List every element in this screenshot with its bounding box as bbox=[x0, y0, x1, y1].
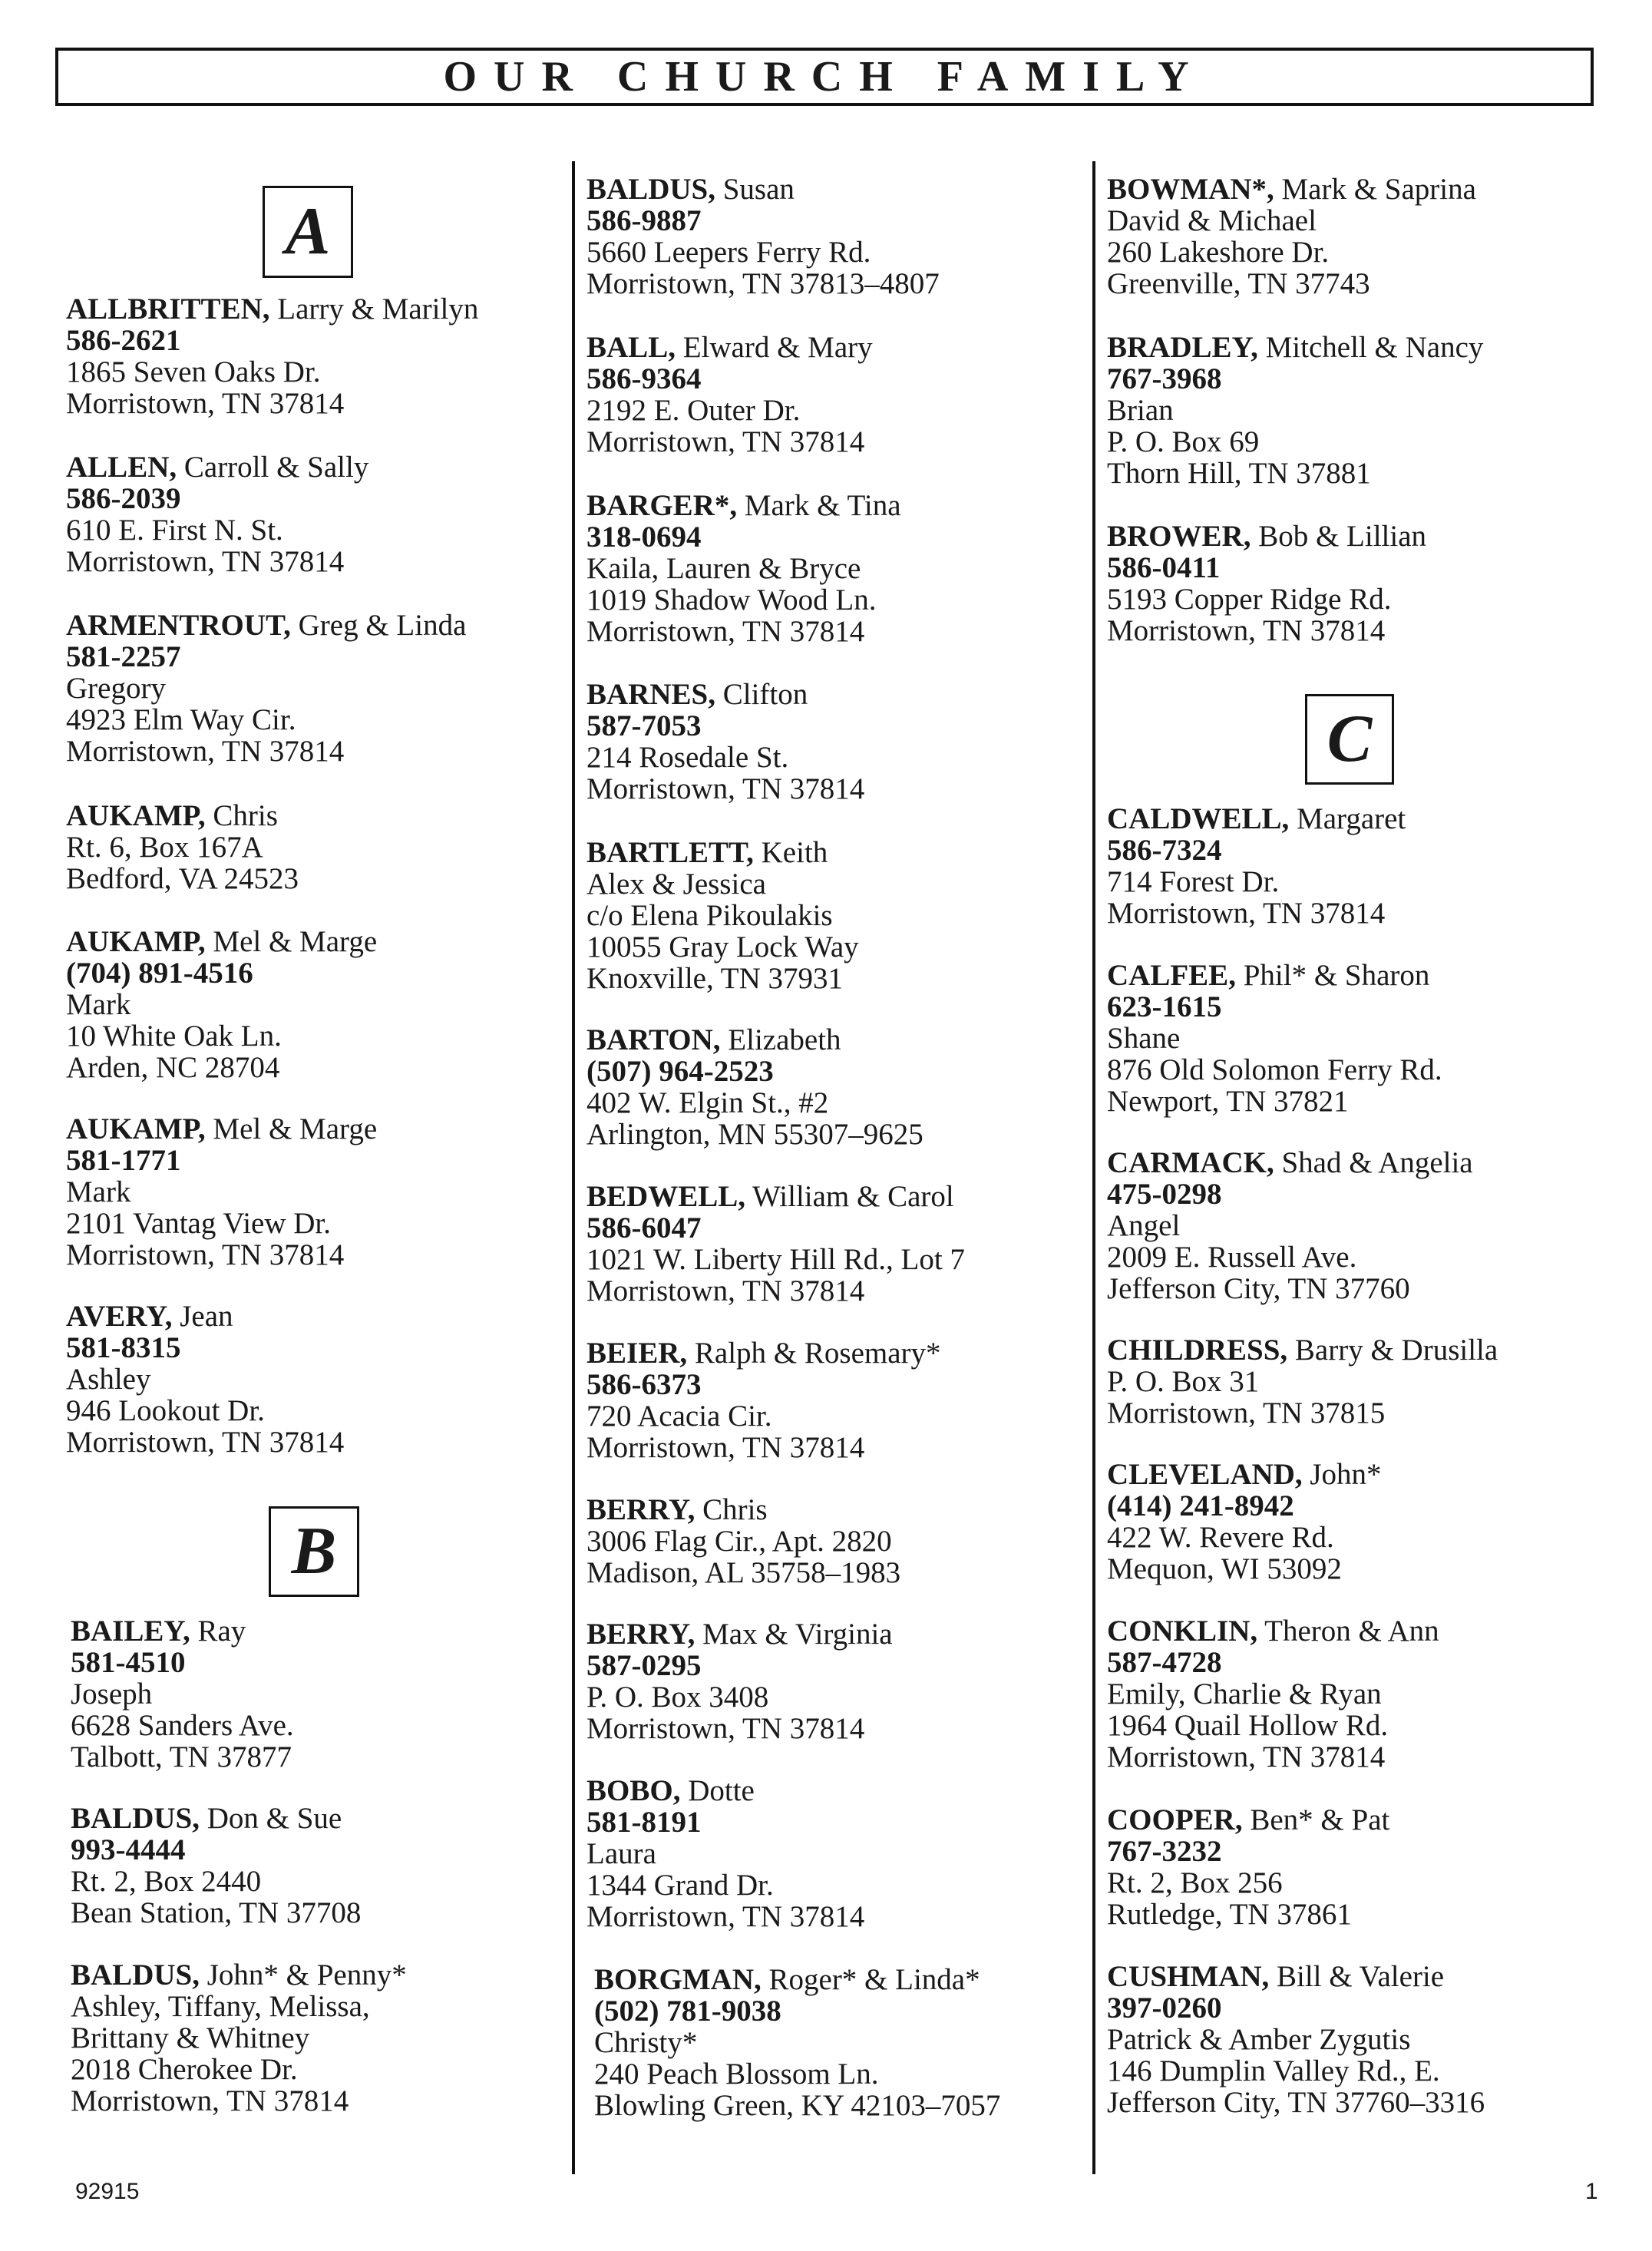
entry-name bbox=[1107, 332, 1483, 363]
entry-detail-line: 2018 Cherokee Dr. bbox=[71, 2053, 298, 2086]
entry-given-names: Mel & Marge bbox=[213, 1112, 378, 1145]
entry-phone: 993-4444 bbox=[71, 1833, 186, 1866]
entry-surname: BALDUS, bbox=[71, 1958, 200, 1992]
entry-name bbox=[586, 174, 940, 205]
column-divider bbox=[1092, 161, 1095, 2174]
entry-detail-line: Rt. 2, Box 2440 bbox=[71, 1865, 262, 1898]
entry-detail-line: P. O. Box 69 bbox=[1107, 425, 1260, 458]
section-letter-a: A bbox=[263, 186, 353, 278]
entry-name bbox=[1107, 1615, 1439, 1647]
entry-surname: ALLBRITTEN, bbox=[66, 293, 270, 326]
page-title-banner bbox=[55, 48, 1594, 106]
entry-surname: BERRY, bbox=[586, 1618, 695, 1651]
entry-detail-line: 4923 Elm Way Cir. bbox=[66, 703, 296, 736]
entry-detail-line: Bean Station, TN 37708 bbox=[71, 1896, 362, 1929]
entry-name bbox=[66, 1301, 344, 1332]
entry-surname: AVERY, bbox=[66, 1300, 173, 1333]
page-title: OUR CHURCH FAMILY bbox=[443, 53, 1206, 101]
entry-given-names: William & Carol bbox=[752, 1180, 954, 1213]
directory-entry bbox=[66, 610, 466, 767]
directory-entry bbox=[1107, 1334, 1498, 1429]
entry-given-names: Mark & Saprina bbox=[1281, 173, 1476, 206]
entry-detail-line: Joseph bbox=[71, 1678, 153, 1711]
entry-detail-line: Newport, TN 37821 bbox=[1107, 1085, 1349, 1118]
entry-surname: COOPER, bbox=[1107, 1803, 1243, 1836]
entry-detail-line: Morristown, TN 37814 bbox=[586, 1900, 865, 1933]
entry-surname: BALDUS, bbox=[71, 1802, 200, 1835]
entry-detail-line: Morristown, TN 37814 bbox=[66, 1426, 345, 1459]
entry-name bbox=[586, 1181, 965, 1212]
entry-name bbox=[586, 332, 873, 363]
entry-phone: 587-0295 bbox=[586, 1649, 702, 1682]
entry-phone: 475-0298 bbox=[1107, 1178, 1222, 1211]
entry-detail-line: Jefferson City, TN 37760 bbox=[1107, 1272, 1410, 1305]
entry-name bbox=[1107, 1334, 1498, 1366]
entry-detail-line: c/o Elena Pikoulakis bbox=[586, 899, 833, 932]
entry-surname: BROWER, bbox=[1107, 520, 1251, 553]
entry-detail-line: Rt. 2, Box 256 bbox=[1107, 1866, 1283, 1899]
entry-detail-line: 214 Rosedale St. bbox=[586, 741, 789, 774]
entry-name bbox=[66, 293, 478, 325]
entry-given-names: Greg & Linda bbox=[298, 609, 467, 642]
entry-detail-line: Knoxville, TN 37931 bbox=[586, 962, 844, 995]
entry-surname: BEDWELL, bbox=[586, 1180, 745, 1213]
entry-detail-line: 402 W. Elgin St., #2 bbox=[586, 1086, 829, 1119]
entry-detail-line: P. O. Box 3408 bbox=[586, 1681, 769, 1714]
entry-given-names: Mitchell & Nancy bbox=[1265, 331, 1484, 364]
entry-detail-line: 610 E. First N. St. bbox=[66, 514, 283, 547]
entry-phone: 586-2621 bbox=[66, 324, 181, 357]
entry-given-names: Max & Virginia bbox=[702, 1618, 893, 1651]
entry-surname: BARGER*, bbox=[586, 489, 738, 522]
entry-detail-line: Morristown, TN 37814 bbox=[586, 1274, 865, 1307]
entry-detail-line: Rutledge, TN 37861 bbox=[1107, 1898, 1352, 1931]
entry-surname: AUKAMP, bbox=[66, 799, 206, 832]
entry-detail-line: 1019 Shadow Wood Ln. bbox=[586, 583, 877, 616]
entry-given-names: Chris bbox=[702, 1493, 768, 1526]
entry-name bbox=[586, 1775, 864, 1806]
directory-entry bbox=[1107, 332, 1483, 489]
entry-detail-line: 146 Dumplin Valley Rd., E. bbox=[1107, 2054, 1440, 2087]
entry-phone: 586-9887 bbox=[586, 204, 702, 237]
entry-detail-line: Patrick & Amber Zygutis bbox=[1107, 2023, 1411, 2056]
entry-detail-line: 5193 Copper Ridge Rd. bbox=[1107, 583, 1392, 616]
directory-entry bbox=[1107, 803, 1406, 929]
entry-detail-line: Angel bbox=[1107, 1209, 1181, 1242]
entry-detail-line: 10055 Gray Lock Way bbox=[586, 930, 859, 964]
entry-given-names: Jean bbox=[180, 1300, 233, 1333]
entry-phone: 586-0411 bbox=[1107, 551, 1221, 584]
entry-phone: 586-6373 bbox=[586, 1368, 702, 1401]
directory-entry bbox=[1107, 1804, 1389, 1930]
entry-name bbox=[586, 1618, 893, 1650]
entry-detail-line: 10 White Oak Ln. bbox=[66, 1020, 282, 1053]
entry-detail-line: Morristown, TN 37814 bbox=[586, 1431, 865, 1464]
entry-name bbox=[66, 1113, 377, 1145]
entry-name bbox=[1107, 174, 1476, 205]
directory-entry bbox=[66, 293, 478, 419]
entry-detail-line: Morristown, TN 37814 bbox=[586, 615, 865, 648]
entry-phone: 581-8315 bbox=[66, 1331, 181, 1364]
entry-given-names: Chris bbox=[213, 799, 278, 832]
directory-entry bbox=[586, 1337, 941, 1463]
entry-name bbox=[1107, 803, 1406, 835]
entry-detail-line: 1344 Grand Dr. bbox=[586, 1869, 774, 1902]
entry-given-names: Elizabeth bbox=[728, 1023, 841, 1056]
directory-entry bbox=[1107, 1459, 1382, 1585]
entry-phone: 586-2039 bbox=[66, 482, 181, 515]
entry-detail-line: Morristown, TN 37814 bbox=[1107, 614, 1386, 647]
entry-detail-line: Thorn Hill, TN 37881 bbox=[1107, 457, 1371, 490]
entry-detail-line: Morristown, TN 37814 bbox=[66, 545, 345, 578]
entry-surname: ARMENTROUT, bbox=[66, 609, 291, 642]
entry-surname: AUKAMP, bbox=[66, 925, 206, 958]
entry-detail-line: Brian bbox=[1107, 394, 1174, 427]
page-number: 1 bbox=[1585, 2179, 1598, 2204]
entry-given-names: Clifton bbox=[722, 678, 808, 711]
directory-entry bbox=[1107, 174, 1476, 299]
entry-phone: 587-4728 bbox=[1107, 1646, 1222, 1679]
entry-surname: CARMACK, bbox=[1107, 1146, 1274, 1179]
entry-name bbox=[586, 1494, 900, 1525]
entry-detail-line: Morristown, TN 37814 bbox=[1107, 897, 1386, 930]
entry-detail-line: David & Michael bbox=[1107, 204, 1317, 237]
entry-detail-line: 1021 W. Liberty Hill Rd., Lot 7 bbox=[586, 1243, 965, 1276]
entry-given-names: Keith bbox=[761, 836, 828, 869]
entry-detail-line: Morristown, TN 37814 bbox=[66, 735, 345, 768]
entry-detail-line: Bedford, VA 24523 bbox=[66, 862, 299, 895]
entry-name bbox=[71, 1803, 361, 1834]
entry-surname: BAILEY, bbox=[71, 1615, 190, 1648]
entry-phone: (414) 241-8942 bbox=[1107, 1489, 1294, 1522]
entry-given-names: John* & Penny* bbox=[206, 1958, 407, 1992]
entry-surname: BARTLETT, bbox=[586, 836, 754, 869]
entry-given-names: Ben* & Pat bbox=[1250, 1803, 1390, 1836]
directory-entry bbox=[1107, 521, 1426, 646]
entry-given-names: Susan bbox=[722, 173, 795, 206]
entry-given-names: Barry & Drusilla bbox=[1294, 1334, 1498, 1367]
directory-entry bbox=[586, 679, 864, 805]
entry-detail-line: Greenville, TN 37743 bbox=[1107, 267, 1370, 300]
entry-given-names: Larry & Marilyn bbox=[277, 293, 479, 326]
directory-entry bbox=[1107, 1615, 1439, 1773]
entry-phone: 586-7324 bbox=[1107, 834, 1222, 867]
entry-name bbox=[1107, 1804, 1389, 1836]
section-letter-b: B bbox=[269, 1506, 359, 1597]
entry-phone: (507) 964-2523 bbox=[586, 1055, 774, 1088]
entry-detail-line: 714 Forest Dr. bbox=[1107, 865, 1280, 898]
entry-detail-line: Arden, NC 28704 bbox=[66, 1051, 280, 1084]
entry-detail-line: Gregory bbox=[66, 672, 166, 705]
entry-given-names: Don & Sue bbox=[206, 1802, 342, 1835]
directory-entry bbox=[586, 1181, 965, 1307]
entry-detail-line: 946 Lookout Dr. bbox=[66, 1394, 265, 1427]
entry-name bbox=[66, 926, 377, 957]
entry-surname: CLEVELAND, bbox=[1107, 1458, 1303, 1491]
directory-entry bbox=[586, 837, 859, 994]
entry-detail-line: 260 Lakeshore Dr. bbox=[1107, 236, 1330, 269]
directory-entry bbox=[586, 490, 901, 647]
directory-entry bbox=[586, 1494, 900, 1588]
entry-detail-line: 720 Acacia Cir. bbox=[586, 1400, 772, 1433]
entry-given-names: Ray bbox=[197, 1615, 246, 1648]
entry-surname: CALDWELL, bbox=[1107, 802, 1290, 835]
entry-detail-line: Morristown, TN 37815 bbox=[1107, 1397, 1386, 1430]
entry-detail-line: Morristown, TN 37814 bbox=[586, 772, 865, 805]
entry-detail-line: 2192 E. Outer Dr. bbox=[586, 394, 801, 427]
directory-entry bbox=[71, 1959, 407, 2117]
entry-surname: BALDUS, bbox=[586, 173, 715, 206]
directory-entry bbox=[586, 1618, 893, 1744]
entry-surname: BEIER, bbox=[586, 1337, 688, 1370]
entry-detail-line: Ashley, Tiffany, Melissa, bbox=[71, 1990, 370, 2023]
entry-surname: CHILDRESS, bbox=[1107, 1334, 1288, 1367]
entry-detail-line: Emily, Charlie & Ryan bbox=[1107, 1678, 1382, 1711]
entry-name bbox=[66, 610, 466, 641]
entry-phone: 581-1771 bbox=[66, 1144, 181, 1177]
entry-detail-line: 240 Peach Blossom Ln. bbox=[594, 2058, 879, 2091]
entry-detail-line: 876 Old Solomon Ferry Rd. bbox=[1107, 1053, 1442, 1086]
entry-given-names: Bob & Lillian bbox=[1258, 520, 1427, 553]
entry-detail-line: Talbott, TN 37877 bbox=[71, 1740, 292, 1773]
entry-given-names: Ralph & Rosemary* bbox=[694, 1337, 941, 1370]
entry-surname: BARTON, bbox=[586, 1023, 721, 1056]
entry-detail-line: 5660 Leepers Ferry Rd. bbox=[586, 236, 871, 269]
entry-given-names: John* bbox=[1310, 1458, 1382, 1491]
entry-given-names: Carroll & Sally bbox=[183, 451, 369, 484]
directory-entry bbox=[66, 1301, 344, 1458]
entry-given-names: Bill & Valerie bbox=[1277, 1960, 1445, 1993]
entry-phone: 623-1615 bbox=[1107, 990, 1222, 1023]
directory-entry bbox=[71, 1803, 361, 1929]
entry-detail-line: Arlington, MN 55307–9625 bbox=[586, 1118, 923, 1151]
directory-entry bbox=[586, 332, 873, 458]
directory-entry bbox=[66, 800, 299, 894]
entry-detail-line: Brittany & Whitney bbox=[71, 2021, 310, 2054]
entry-detail-line: Mark bbox=[66, 1175, 131, 1208]
entry-detail-line: Alex & Jessica bbox=[586, 868, 766, 901]
entry-surname: BORGMAN, bbox=[594, 1963, 762, 1996]
entry-surname: BALL, bbox=[586, 331, 676, 364]
footer-code: 92915 bbox=[75, 2179, 140, 2204]
entry-given-names: Theron & Ann bbox=[1264, 1615, 1439, 1648]
entry-name bbox=[586, 1337, 941, 1369]
entry-name bbox=[1107, 1147, 1473, 1178]
entry-surname: BRADLEY, bbox=[1107, 331, 1258, 364]
entry-given-names: Elward & Mary bbox=[682, 331, 873, 364]
entry-surname: BERRY, bbox=[586, 1493, 695, 1526]
entry-name bbox=[1107, 1961, 1485, 1992]
entry-detail-line: 1865 Seven Oaks Dr. bbox=[66, 355, 321, 388]
entry-detail-line: 1964 Quail Hollow Rd. bbox=[1107, 1709, 1389, 1742]
entry-surname: AUKAMP, bbox=[66, 1112, 206, 1145]
entry-surname: BOWMAN*, bbox=[1107, 173, 1274, 206]
entry-phone: 767-3232 bbox=[1107, 1835, 1222, 1868]
entry-given-names: Roger* & Linda* bbox=[768, 1963, 980, 1996]
entry-detail-line: Madison, AL 35758–1983 bbox=[586, 1556, 901, 1589]
entry-detail-line: Morristown, TN 37813–4807 bbox=[586, 267, 940, 300]
directory-entry bbox=[71, 1615, 294, 1773]
entry-detail-line: Mequon, WI 53092 bbox=[1107, 1552, 1342, 1585]
directory-entry bbox=[594, 1964, 1000, 2121]
entry-detail-line: P. O. Box 31 bbox=[1107, 1365, 1260, 1398]
entry-name bbox=[71, 1615, 294, 1647]
entry-name bbox=[66, 451, 368, 483]
entry-phone: 581-2257 bbox=[66, 640, 181, 673]
entry-surname: BOBO, bbox=[586, 1774, 681, 1807]
entry-detail-line: Morristown, TN 37814 bbox=[66, 1238, 345, 1271]
entry-detail-line: Morristown, TN 37814 bbox=[66, 387, 345, 420]
entry-name bbox=[586, 679, 864, 710]
entry-detail-line: Jefferson City, TN 37760–3316 bbox=[1107, 2086, 1485, 2119]
entry-given-names: Margaret bbox=[1297, 802, 1406, 835]
entry-surname: BARNES, bbox=[586, 678, 715, 711]
entry-name bbox=[594, 1964, 1000, 1995]
entry-given-names: Shad & Angelia bbox=[1281, 1146, 1473, 1179]
entry-phone: 581-4510 bbox=[71, 1646, 186, 1679]
entry-phone: 581-8191 bbox=[586, 1806, 702, 1839]
entry-detail-line: Ashley bbox=[66, 1363, 151, 1396]
entry-given-names: Dotte bbox=[688, 1774, 755, 1807]
entry-detail-line: Shane bbox=[1107, 1022, 1181, 1055]
entry-detail-line: Rt. 6, Box 167A bbox=[66, 831, 263, 864]
directory-entry bbox=[1107, 1147, 1473, 1304]
directory-entry bbox=[66, 926, 377, 1083]
entry-phone: 586-9364 bbox=[586, 362, 702, 395]
entry-detail-line: Christy* bbox=[594, 2026, 698, 2059]
entry-detail-line: Laura bbox=[586, 1837, 656, 1870]
entry-given-names: Phil* & Sharon bbox=[1243, 959, 1430, 992]
entry-detail-line: 3006 Flag Cir., Apt. 2820 bbox=[586, 1525, 892, 1558]
entry-detail-line: Kaila, Lauren & Bryce bbox=[586, 552, 861, 585]
entry-phone: 767-3968 bbox=[1107, 362, 1222, 395]
directory-entry bbox=[66, 1113, 377, 1271]
entry-detail-line: 2101 Vantag View Dr. bbox=[66, 1207, 332, 1240]
entry-name bbox=[71, 1959, 407, 1991]
entry-detail-line: Blowling Green, KY 42103–7057 bbox=[594, 2089, 1001, 2122]
entry-name bbox=[66, 800, 299, 831]
entry-detail-line: 422 W. Revere Rd. bbox=[1107, 1521, 1334, 1554]
entry-phone: 318-0694 bbox=[586, 521, 702, 554]
entry-name bbox=[1107, 1459, 1382, 1490]
column-divider bbox=[572, 161, 575, 2174]
entry-surname: CONKLIN, bbox=[1107, 1615, 1258, 1648]
entry-phone: (502) 781-9038 bbox=[594, 1995, 781, 2028]
section-letter-c: C bbox=[1305, 694, 1394, 785]
directory-entry bbox=[66, 451, 368, 577]
entry-name bbox=[586, 1024, 923, 1056]
directory-entry bbox=[586, 1024, 923, 1150]
entry-given-names: Mel & Marge bbox=[213, 925, 378, 958]
entry-detail-line: Morristown, TN 37814 bbox=[586, 425, 865, 458]
entry-detail-line: Morristown, TN 37814 bbox=[1107, 1740, 1386, 1773]
entry-surname: CALFEE, bbox=[1107, 959, 1236, 992]
directory-entry bbox=[586, 174, 940, 299]
entry-surname: ALLEN, bbox=[66, 451, 177, 484]
entry-detail-line: 6628 Sanders Ave. bbox=[71, 1709, 294, 1742]
entry-surname: CUSHMAN, bbox=[1107, 1960, 1270, 1993]
entry-phone: 587-7053 bbox=[586, 709, 702, 742]
entry-name bbox=[1107, 960, 1442, 991]
directory-entry bbox=[1107, 1961, 1485, 2118]
entry-given-names: Mark & Tina bbox=[744, 489, 901, 522]
entry-name bbox=[586, 837, 859, 868]
entry-detail-line: Morristown, TN 37814 bbox=[71, 2084, 349, 2117]
entry-phone: 586-6047 bbox=[586, 1211, 702, 1244]
entry-detail-line: Mark bbox=[66, 988, 131, 1021]
entry-name bbox=[586, 490, 901, 521]
entry-detail-line: 2009 E. Russell Ave. bbox=[1107, 1241, 1357, 1274]
entry-phone: 397-0260 bbox=[1107, 1992, 1222, 2025]
entry-name bbox=[1107, 521, 1426, 552]
entry-detail-line: Morristown, TN 37814 bbox=[586, 1712, 865, 1745]
directory-entry bbox=[1107, 960, 1442, 1117]
directory-entry bbox=[586, 1775, 864, 1932]
entry-phone: (704) 891-4516 bbox=[66, 957, 253, 990]
